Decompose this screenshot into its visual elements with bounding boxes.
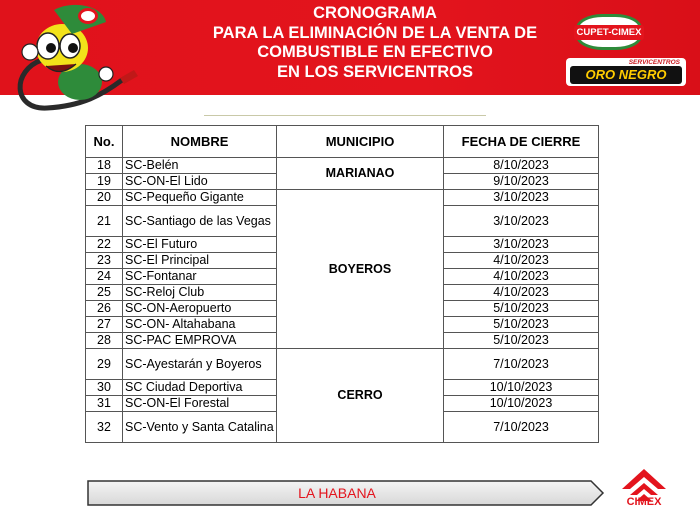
row-number: 21	[86, 206, 123, 237]
schedule-table	[85, 125, 599, 443]
closing-date: 4/10/2023	[444, 269, 599, 285]
closing-date: 4/10/2023	[444, 285, 599, 301]
closing-date: 3/10/2023	[444, 190, 599, 206]
row-number: 31	[86, 396, 123, 412]
station-name: SC-El Principal	[123, 253, 277, 269]
municipio-cell: MARIANAO	[277, 158, 444, 190]
row-number: 18	[86, 158, 123, 174]
closing-date: 10/10/2023	[444, 380, 599, 396]
station-name: SC-Belén	[123, 158, 277, 174]
cupet-cimex-logo-text: CUPET-CIMEX	[574, 25, 645, 40]
closing-date: 3/10/2023	[444, 237, 599, 253]
mascot-logo-icon	[2, 0, 152, 118]
column-header-municipio: MUNICIPIO	[277, 126, 444, 158]
municipio-cell: CERRO	[277, 349, 444, 443]
row-number: 19	[86, 174, 123, 190]
station-name: SC-Santiago de las Vegas	[123, 206, 277, 237]
row-number: 23	[86, 253, 123, 269]
cupet-cimex-logo-icon	[576, 14, 642, 50]
closing-date: 8/10/2023	[444, 158, 599, 174]
column-header-no: No.	[86, 126, 123, 158]
closing-date: 10/10/2023	[444, 396, 599, 412]
title-line-1: CRONOGRAMA	[313, 4, 437, 22]
row-number: 22	[86, 237, 123, 253]
title-line-4: EN LOS SERVICENTROS	[277, 62, 473, 81]
station-name: SC-Ayestarán y Boyeros	[123, 349, 277, 380]
row-number: 29	[86, 349, 123, 380]
oro-negro-small-text: SERVICENTROS	[628, 59, 680, 66]
closing-date: 7/10/2023	[444, 349, 599, 380]
row-number: 27	[86, 317, 123, 333]
station-name: SC-Reloj Club	[123, 285, 277, 301]
closing-date: 5/10/2023	[444, 333, 599, 349]
row-number: 20	[86, 190, 123, 206]
station-name: SC-Vento y Santa Catalina	[123, 412, 277, 443]
closing-date: 4/10/2023	[444, 253, 599, 269]
column-header-fecha: FECHA DE CIERRE	[444, 126, 599, 158]
closing-date: 9/10/2023	[444, 174, 599, 190]
closing-date: 5/10/2023	[444, 317, 599, 333]
closing-date: 5/10/2023	[444, 301, 599, 317]
table-row	[86, 190, 599, 206]
row-number: 25	[86, 285, 123, 301]
station-name: SC-ON-Aeropuerto	[123, 301, 277, 317]
row-number: 32	[86, 412, 123, 443]
closing-date: 3/10/2023	[444, 206, 599, 237]
station-name: SC-El Futuro	[123, 237, 277, 253]
row-number: 28	[86, 333, 123, 349]
divider-line	[204, 115, 486, 116]
title-line-2: PARA LA ELIMINACIÓN DE LA VENTA DE	[212, 23, 538, 42]
row-number: 26	[86, 301, 123, 317]
region-label: LA HABANA	[298, 485, 376, 501]
column-header-nombre: NOMBRE	[123, 126, 277, 158]
table-header-row	[86, 126, 599, 158]
title-line-3: COMBUSTIBLE EN EFECTIVO	[257, 43, 493, 61]
row-number: 24	[86, 269, 123, 285]
station-name: SC-PAC EMPROVA	[123, 333, 277, 349]
oro-negro-logo-icon	[566, 58, 686, 86]
closing-date: 7/10/2023	[444, 412, 599, 443]
station-name: SC-ON- Altahabana	[123, 317, 277, 333]
row-number: 30	[86, 380, 123, 396]
station-name: SC Ciudad Deportiva	[123, 380, 277, 396]
station-name: SC-Pequeño Gigante	[123, 190, 277, 206]
station-name: SC-ON-El Lido	[123, 174, 277, 190]
table-row	[86, 349, 599, 380]
station-name: SC-ON-El Forestal	[123, 396, 277, 412]
station-name: SC-Fontanar	[123, 269, 277, 285]
municipio-cell: BOYEROS	[277, 190, 444, 349]
page-title	[160, 4, 590, 82]
cimex-brand-text: CIMEX	[626, 496, 662, 508]
oro-negro-big-text: ORO NEGRO	[570, 66, 682, 84]
table-row	[86, 158, 599, 174]
